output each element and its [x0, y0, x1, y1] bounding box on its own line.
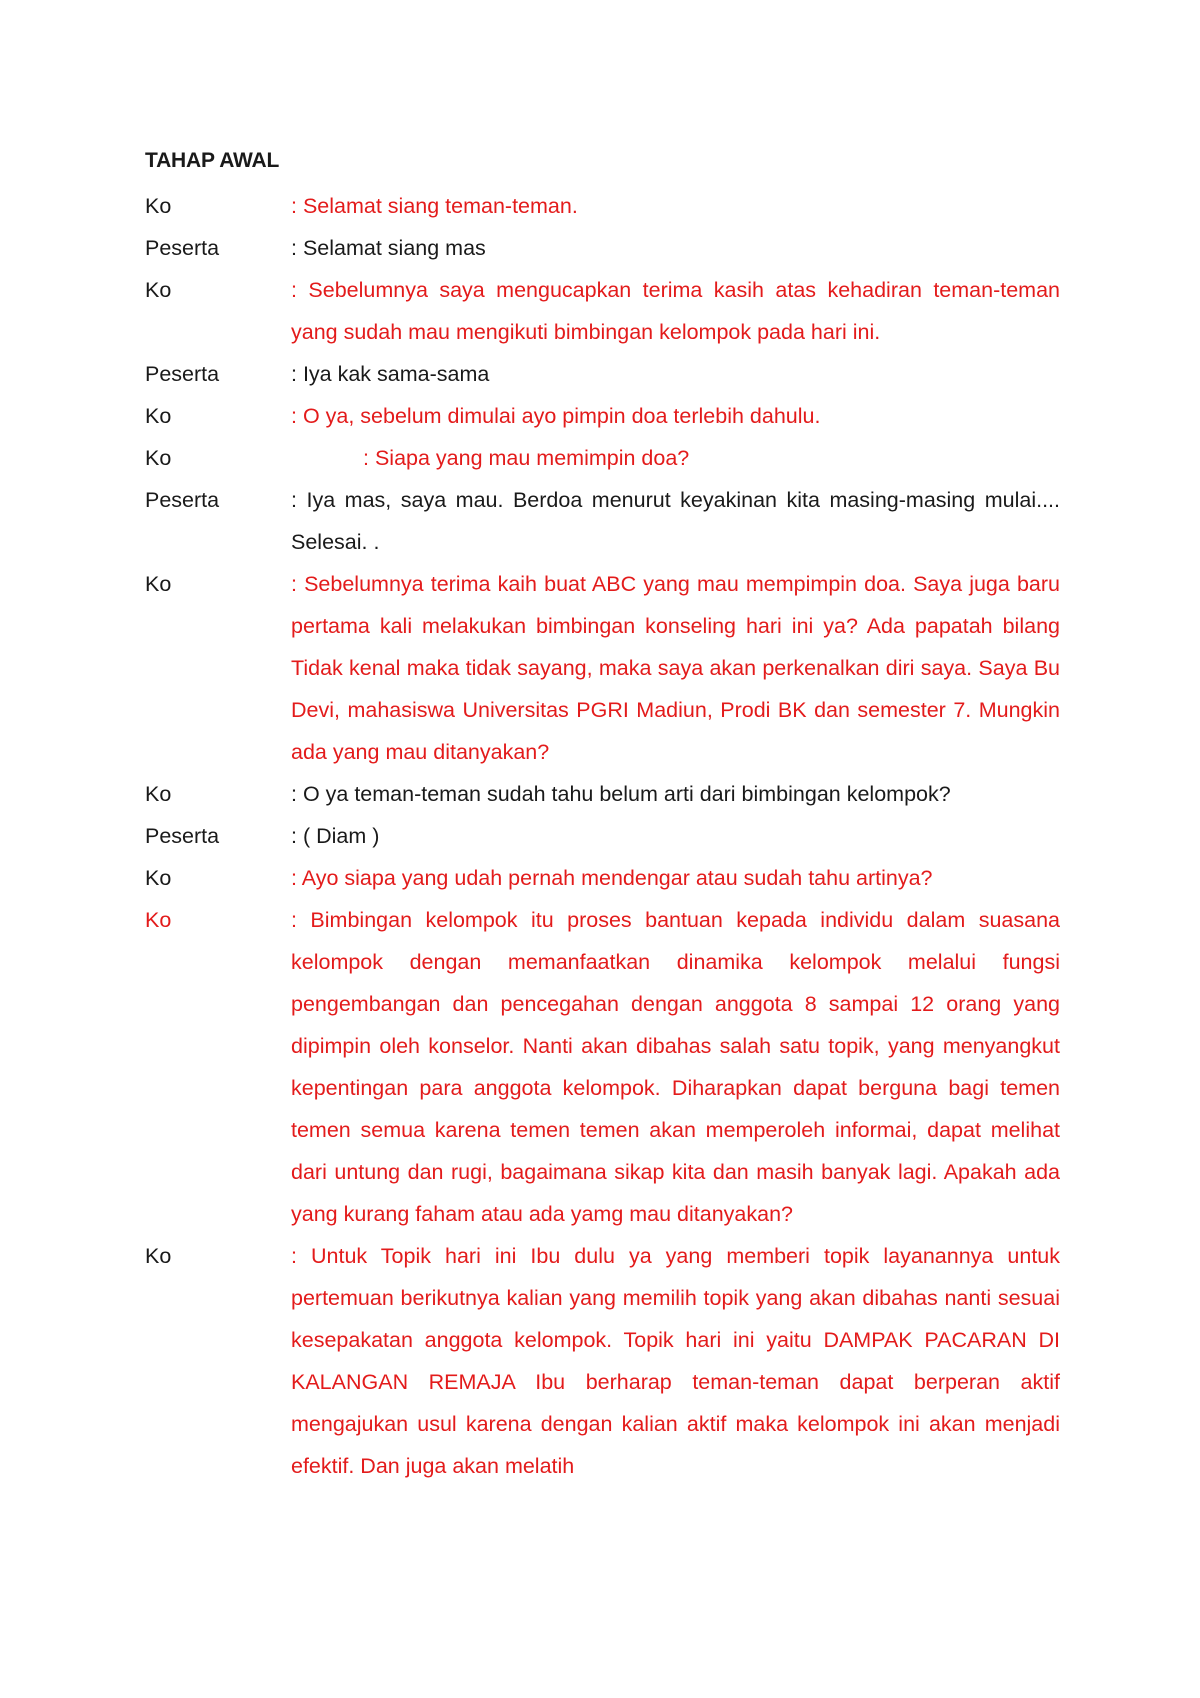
dialogue-entry	[145, 227, 1060, 269]
utterance-text: : ( Diam )	[291, 824, 380, 848]
speaker-label: Ko	[145, 278, 172, 302]
speaker-label: Ko	[145, 194, 172, 218]
speaker-label: Peserta	[145, 488, 220, 512]
dialogue-entry	[145, 815, 1060, 857]
dialogue-entry	[145, 269, 1060, 353]
dialogue-entry	[145, 479, 1060, 563]
utterance-text: : Sebelumnya saya mengucapkan terima kasih atas kehadiran teman-teman yang sudah mau mengikuti bimbingan kelompok pada hari ini.	[291, 278, 1060, 344]
utterance-text: : Bimbingan kelompok itu proses bantuan kepada individu dalam suasana kelompok dengan memanfaatkan dinamika kelompok melalui fungsi pengembangan dan pencegahan dengan anggota 8 sampai 12 orang yang dipimpin oleh konselor. Nanti akan dibahas salah satu topik, yang menyangkut kepentingan para anggota kelompok. Diharapkan dapat berguna bagi temen temen semua karena temen temen akan memperoleh informai, dapat melihat dari untung dan rugi, bagaimana sikap kita dan masih banyak lagi. Apakah ada yang kurang faham atau ada yamg mau ditanyakan?	[291, 908, 1060, 1226]
speaker-label: Ko	[145, 782, 172, 806]
utterance-text: : Ayo siapa yang udah pernah mendengar atau sudah tahu artinya?	[291, 866, 933, 890]
utterance-text: : Sebelumnya terima kaih buat ABC yang mau mempimpin doa. Saya juga baru pertama kali melakukan bimbingan konseling hari ini ya? Ada papatah bilang Tidak kenal maka tidak sayang, maka saya akan perkenalkan diri saya. Saya Bu Devi, mahasiswa Universitas PGRI Madiun, Prodi BK dan semester 7. Mungkin ada yang mau ditanyakan?	[291, 572, 1060, 764]
utterance-text: : O ya, sebelum dimulai ayo pimpin doa terlebih dahulu.	[291, 404, 821, 428]
dialogue-transcript	[145, 185, 1060, 1487]
speaker-label: Peserta	[145, 362, 220, 386]
utterance-text: : Iya kak sama-sama	[291, 362, 490, 386]
utterance-text: : Untuk Topik hari ini Ibu dulu ya yang memberi topik layanannya untuk pertemuan berikutnya kalian yang memilih topik yang akan dibahas nanti sesuai kesepakatan anggota kelompok. Topik hari ini yaitu DAMPAK PACARAN DI KALANGAN REMAJA Ibu berharap teman-teman dapat berperan aktif mengajukan usul karena dengan kalian aktif maka kelompok ini akan menjadi efektif. Dan juga akan melatih	[291, 1244, 1060, 1478]
speaker-label: Peserta	[145, 824, 220, 848]
dialogue-entry	[145, 395, 1060, 437]
dialogue-entry	[145, 773, 1060, 815]
utterance-text: : Selamat siang mas	[291, 236, 486, 260]
speaker-label: Peserta	[145, 236, 220, 260]
speaker-label: Ko	[145, 1244, 172, 1268]
speaker-label: Ko	[145, 404, 172, 428]
dialogue-entry	[145, 185, 1060, 227]
dialogue-entry	[145, 563, 1060, 773]
dialogue-entry	[145, 353, 1060, 395]
dialogue-entry	[145, 899, 1060, 1235]
utterance-text: : O ya teman-teman sudah tahu belum arti dari bimbingan kelompok?	[291, 782, 951, 806]
speaker-label: Ko	[145, 446, 172, 470]
utterance-text: : Iya mas, saya mau. Berdoa menurut keyakinan kita masing-masing mulai.... Selesai. .	[291, 488, 1060, 554]
utterance-text: : Selamat siang teman-teman.	[291, 194, 578, 218]
utterance-text: : Siapa yang mau memimpin doa?	[363, 446, 690, 470]
dialogue-entry	[145, 857, 1060, 899]
speaker-label: Ko	[145, 572, 172, 596]
dialogue-entry	[145, 1235, 1060, 1487]
section-heading: TAHAP AWAL	[145, 149, 280, 172]
speaker-label: Ko	[145, 908, 172, 932]
speaker-label: Ko	[145, 866, 172, 890]
dialogue-entry	[145, 437, 1060, 479]
